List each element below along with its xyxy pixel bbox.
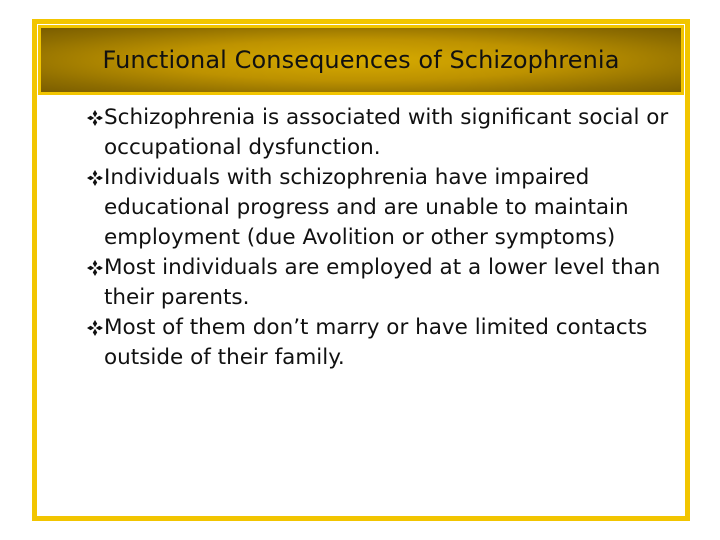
bullet-text: Individuals with schizophrenia have impaired educational progress and are unable to maintain employment (due Avolition or other symptoms) [104,165,629,250]
bullet-item [90,163,680,253]
diamond-quad-bullet-icon [86,313,104,343]
bullet-item [90,313,680,373]
slide-title: Functional Consequences of Schizophrenia [102,46,620,74]
bullet-item [90,103,680,163]
diamond-quad-bullet-icon [86,163,104,193]
bullet-text: Most individuals are employed at a lower level than their parents. [104,255,661,310]
diamond-quad-bullet-icon [86,253,104,283]
bullet-list [90,103,680,373]
title-bar [38,25,684,95]
bullet-text: Schizophrenia is associated with significant social or occupational dysfunction. [104,105,669,160]
bullet-text: Most of them don’t marry or have limited contacts outside of their family. [104,315,648,370]
diamond-quad-bullet-icon [86,103,104,133]
bullet-item [90,253,680,313]
